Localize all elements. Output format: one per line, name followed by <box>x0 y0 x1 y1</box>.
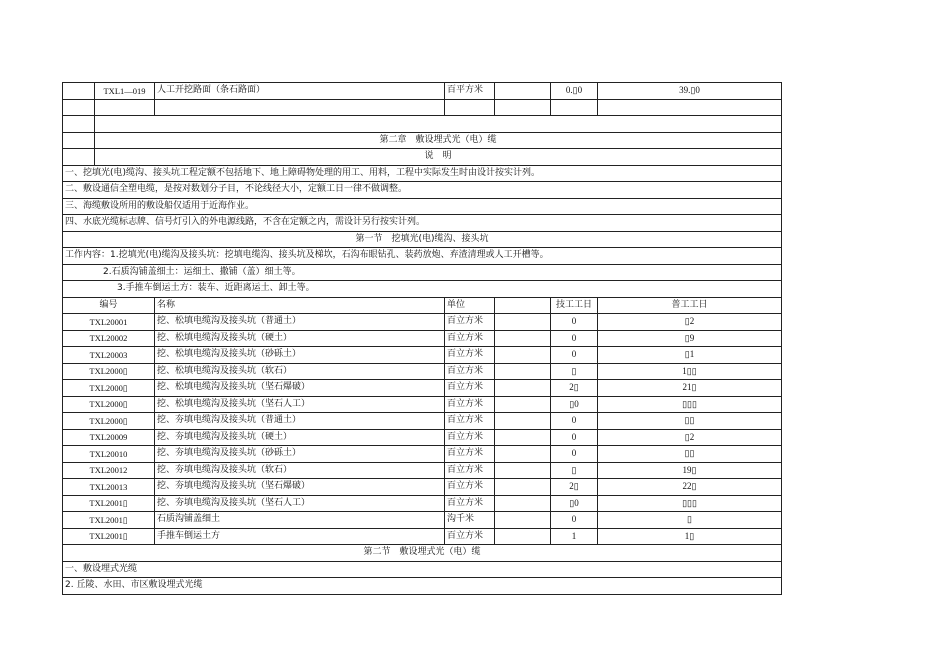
table-row <box>63 396 782 413</box>
row-skilled: ▯ <box>551 363 598 380</box>
row-blank <box>495 512 551 529</box>
row-name: 挖、松填电缆沟及接头坑（硬土） <box>155 330 445 347</box>
explain-title: 说 明 <box>95 149 782 166</box>
table-row <box>63 429 782 446</box>
table-row <box>63 495 782 512</box>
note-text: 二、敷设通信全塑电缆，是按对数划分子目，不论线径大小，定额工日一律不做调整。 <box>63 182 782 199</box>
row-blank <box>495 528 551 545</box>
row-unit: 百立方米 <box>445 479 495 496</box>
row-skilled: 0 <box>551 347 598 364</box>
row-name: 挖、松填电缆沟及接头坑（普通土） <box>155 314 445 331</box>
top-row-unit: 百平方米 <box>445 83 495 100</box>
row-name: 挖、夯填电缆沟及接头坑（坚石人工） <box>155 495 445 512</box>
row-name: 挖、夯填电缆沟及接头坑（砂砾土） <box>155 446 445 463</box>
row-code: TXL20001 <box>63 314 155 331</box>
row-name: 挖、夯填电缆沟及接头坑（软石） <box>155 462 445 479</box>
row-general: ▯▯▯ <box>598 495 782 512</box>
row-name: 挖、松填电缆沟及接头坑（砂砾土） <box>155 347 445 364</box>
table-row <box>63 314 782 331</box>
work-content-row <box>63 248 782 265</box>
row-unit: 百立方米 <box>445 446 495 463</box>
row-code: TXL2000▯ <box>63 363 155 380</box>
row-general: ▯▯▯ <box>598 396 782 413</box>
top-row-name: 人工开挖路面（条石路面） <box>155 83 445 100</box>
header-general: 普工工日 <box>598 297 782 314</box>
row-unit: 百立方米 <box>445 528 495 545</box>
row-skilled: 0 <box>551 413 598 430</box>
table-row <box>63 380 782 397</box>
header-row <box>63 297 782 314</box>
row-code: TXL20003 <box>63 347 155 364</box>
table-row <box>63 528 782 545</box>
note-row <box>63 165 782 182</box>
row-blank <box>495 380 551 397</box>
row-code: TXL20009 <box>63 429 155 446</box>
row-general: 1▯ <box>598 528 782 545</box>
row-blank <box>495 347 551 364</box>
row-general: ▯▯ <box>598 413 782 430</box>
table-row <box>63 512 782 529</box>
section1-title: 第一节 挖填光(电)缆沟、接头坑 <box>63 231 782 248</box>
table-row <box>63 479 782 496</box>
table-row <box>63 446 782 463</box>
row-name: 挖、夯填电缆沟及接头坑（坚石爆破） <box>155 479 445 496</box>
row-code: TXL20012 <box>63 462 155 479</box>
row-unit: 百立方米 <box>445 314 495 331</box>
row-general: ▯9 <box>598 330 782 347</box>
table-row <box>63 462 782 479</box>
row-unit: 百立方米 <box>445 363 495 380</box>
row-name: 挖、松填电缆沟及接头坑（坚石爆破） <box>155 380 445 397</box>
row-code: TXL2001▯ <box>63 495 155 512</box>
note-text: 一、挖填光(电)缆沟、接头坑工程定额不包括地下、地上障碍物处理的用工、用料，工程中实际发生时由设计按实计列。 <box>63 165 782 182</box>
sub-row <box>63 578 782 595</box>
row-code: TXL2001▯ <box>63 512 155 529</box>
row-name: 手推车倒运土方 <box>155 528 445 545</box>
quota-table <box>62 82 782 595</box>
row-general: ▯1 <box>598 347 782 364</box>
row-code: TXL20002 <box>63 330 155 347</box>
row-general: 19▯ <box>598 462 782 479</box>
row-code: TXL20013 <box>63 479 155 496</box>
row-skilled: 1 <box>551 528 598 545</box>
row-unit: 百立方米 <box>445 330 495 347</box>
row-unit: 百立方米 <box>445 396 495 413</box>
row-unit: 百立方米 <box>445 413 495 430</box>
row-skilled: ▯ <box>551 462 598 479</box>
row-general: 22▯ <box>598 479 782 496</box>
table-row <box>63 347 782 364</box>
row-general: ▯▯ <box>598 446 782 463</box>
header-code: 编号 <box>63 297 155 314</box>
row-blank <box>495 363 551 380</box>
table-row <box>63 413 782 430</box>
table-row <box>63 363 782 380</box>
row-name: 挖、夯填电缆沟及接头坑（普通土） <box>155 413 445 430</box>
row-blank <box>495 495 551 512</box>
row-skilled: 0 <box>551 330 598 347</box>
row-name: 挖、松填电缆沟及接头坑（软石） <box>155 363 445 380</box>
chapter-row <box>63 132 782 149</box>
note-row <box>63 198 782 215</box>
row-unit: 百立方米 <box>445 347 495 364</box>
row-unit: 百立方米 <box>445 429 495 446</box>
row-blank <box>495 429 551 446</box>
header-unit: 单位 <box>445 297 495 314</box>
row-general: 1▯▯ <box>598 363 782 380</box>
top-row-skilled: 0.▯0 <box>551 83 598 100</box>
row-skilled: ▯0 <box>551 495 598 512</box>
row-skilled: ▯0 <box>551 396 598 413</box>
row-unit: 沟千米 <box>445 512 495 529</box>
row-blank <box>495 314 551 331</box>
row-unit: 百立方米 <box>445 495 495 512</box>
row-skilled: 0 <box>551 446 598 463</box>
sub-row <box>63 561 782 578</box>
work-content-row <box>63 264 782 281</box>
row-blank <box>495 330 551 347</box>
row-name: 挖、松填电缆沟及接头坑（坚石人工） <box>155 396 445 413</box>
sub-title: 一、敷设埋式光缆 <box>63 561 782 578</box>
top-row <box>63 83 782 100</box>
row-blank <box>495 479 551 496</box>
row-skilled: 2▯ <box>551 380 598 397</box>
blank-row <box>63 99 782 116</box>
row-general: ▯ <box>598 512 782 529</box>
work-content-text: 工作内容：1.挖填光(电)缆沟及接头坑：挖填电缆沟、接头坑及梯坎，石沟布眼钻孔、装药放炮、弃渣清理或人工开槽等。 <box>63 248 782 265</box>
row-general: 21▯ <box>598 380 782 397</box>
row-blank <box>495 396 551 413</box>
work-content-row <box>63 281 782 298</box>
row-name: 石质沟铺盖细土 <box>155 512 445 529</box>
chapter-title: 第二章 敷设埋式光（电）缆 <box>95 132 782 149</box>
section-row <box>63 545 782 562</box>
row-general: ▯2 <box>598 429 782 446</box>
top-row-general: 39.▯0 <box>598 83 782 100</box>
row-skilled: 0 <box>551 314 598 331</box>
work-content-text: 2.石质沟铺盖细土：运细土、撒铺（盖）细土等。 <box>63 264 782 281</box>
row-code: TXL2000▯ <box>63 380 155 397</box>
row-skilled: 2▯ <box>551 479 598 496</box>
row-skilled: 0 <box>551 429 598 446</box>
blank-row <box>63 116 782 133</box>
row-blank <box>495 413 551 430</box>
row-unit: 百立方米 <box>445 380 495 397</box>
section-row <box>63 231 782 248</box>
row-unit: 百立方米 <box>445 462 495 479</box>
row-code: TXL2000▯ <box>63 413 155 430</box>
row-blank <box>495 446 551 463</box>
header-name: 名称 <box>155 297 445 314</box>
sub-title: 2. 丘陵、水田、市区敷设埋式光缆 <box>63 578 782 595</box>
note-row <box>63 215 782 232</box>
row-code: TXL2000▯ <box>63 396 155 413</box>
note-text: 三、海缆敷设所用的敷设船仅适用于近海作业。 <box>63 198 782 215</box>
row-blank <box>495 462 551 479</box>
section2-title: 第二节 敷设埋式光（电）缆 <box>63 545 782 562</box>
header-skilled: 技工工日 <box>551 297 598 314</box>
row-code: TXL20010 <box>63 446 155 463</box>
explain-row <box>63 149 782 166</box>
row-code: TXL2001▯ <box>63 528 155 545</box>
row-name: 挖、夯填电缆沟及接头坑（硬土） <box>155 429 445 446</box>
note-row <box>63 182 782 199</box>
note-text: 四、水底光缆标志牌、信号灯引入的外电源线路，不含在定额之内，需设计另行按实计列。 <box>63 215 782 232</box>
table-row <box>63 330 782 347</box>
top-row-code: TXL1—019 <box>95 83 155 100</box>
row-skilled: 0 <box>551 512 598 529</box>
row-general: ▯2 <box>598 314 782 331</box>
work-content-text: 3.手推车倒运土方：装车、近距离运土、卸土等。 <box>63 281 782 298</box>
